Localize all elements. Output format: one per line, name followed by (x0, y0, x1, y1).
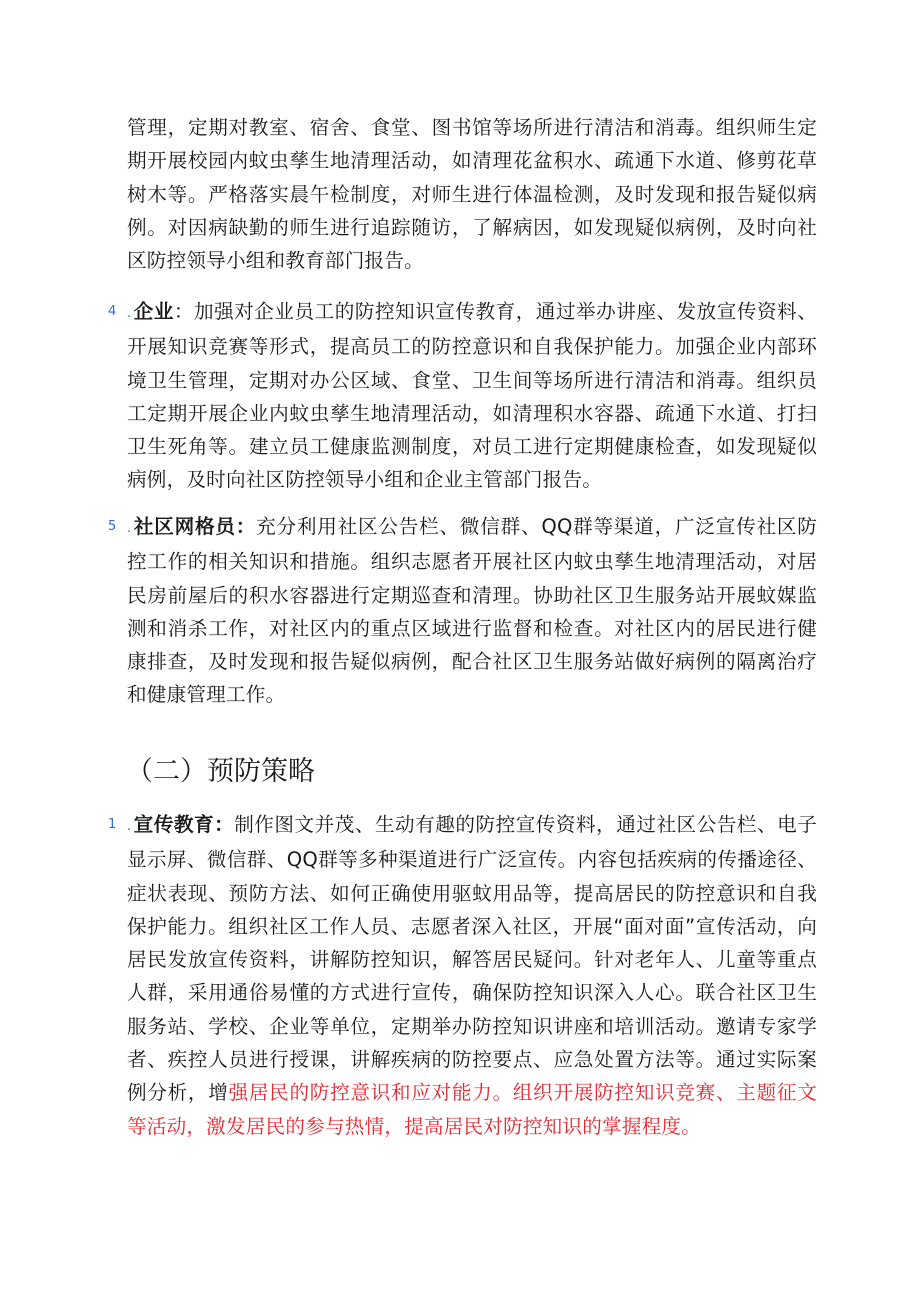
item-separator: ： (214, 813, 235, 836)
list-item-publicity (127, 808, 817, 1143)
list-number-1: 1 (108, 817, 117, 832)
intro-paragraph: 管理，定期对教室、宿舍、食堂、图书馆等场所进行清洁和消毒。组织师生定期开展校园内蚊虫孳生地清理活动，如清理花盆积水、疏通下水道、修剪花草树木等。严格落实晨午检制度，对师生进行体温检测，及时发现和报告疑似病例。对因病缺勤的师生进行追踪随访，了解病因，如发现疑似病例，及时向社区防控领导小组和教育部门报告。 (127, 116, 817, 273)
item-separator: ： (173, 300, 194, 323)
section-heading: （二）预防策略 (126, 756, 315, 787)
item-text: 加强对企业员工的防控知识宣传教育，通过举办讲座、发放宣传资料、开展知识竞赛等形式，提高员工的防控意识和自我保护能力。加强企业内部环境卫生管理，定期对办公区域、食堂、卫生间等场所进行清洁和消毒。组织员工定期开展企业内蚊虫孳生地清理活动，如清理积水容器、疏通下水道、打扫卫生死角等。建立员工健康监测制度，对员工进行定期健康检查，如发现疑似病例，及时向社区防控领导小组和企业主管部门报告。 (127, 300, 817, 492)
item-separator: ： (235, 515, 257, 538)
list-dot: . (127, 521, 132, 536)
item-title: 企业 (133, 300, 174, 323)
list-dot: . (127, 819, 132, 834)
item-text: 充分利用社区公告栏、微信群、QQ群等渠道，广泛宣传社区防控工作的相关知识和措施。组织志愿者开展社区内蚊虫孳生地清理活动，对居民房前屋后的积水容器进行定期巡查和清理。协助社区卫生服务站开展蚊媒监测和消杀工作，对社区内的重点区域进行监督和检查。对社区内的居民进行健康排查，及时发现和报告疑似病例，配合社区卫生服务站做好病例的隔离治疗和健康管理工作。 (127, 515, 818, 707)
item-title: 社区网格员 (133, 515, 236, 538)
list-item-enterprise (127, 295, 817, 497)
list-dot: . (127, 306, 132, 321)
list-number-5: 5 (108, 519, 117, 534)
list-item-grid-worker (127, 510, 817, 712)
item-title: 宣传教育 (133, 813, 215, 836)
item-text: 制作图文并茂、生动有趣的防控宣传资料，通过社区公告栏、电子显示屏、微信群、QQ群等多种渠道进行广泛宣传。内容包括疾病的传播途径、症状表现、预防方法、如何正确使用驱蚊用品等，提高居民的防控意识和自我保护能力。组织社区工作人员、志愿者深入社区，开展“面对面”宣传活动，向居民发放宣传资料，讲解防控知识，解答居民疑问。针对老年人、儿童等重点人群，采用通俗易懂的方式进行宣传，确保防控知识深入人心。联合社区卫生服务站、学校、企业等单位，定期举办防控知识讲座和培训活动。邀请专家学者、疾控人员进行授课，讲解疾病的防控要点、应急处置方法等。通过实际案例分析，增 (127, 813, 817, 1105)
list-number-4: 4 (108, 304, 117, 319)
highlighted-text: 强居民的防控意识和应对能力。组织开展防控知识竞赛、主题征文等活动，激发居民的参与热情，提高居民对防控知识的掌握程度。 (127, 1081, 817, 1138)
